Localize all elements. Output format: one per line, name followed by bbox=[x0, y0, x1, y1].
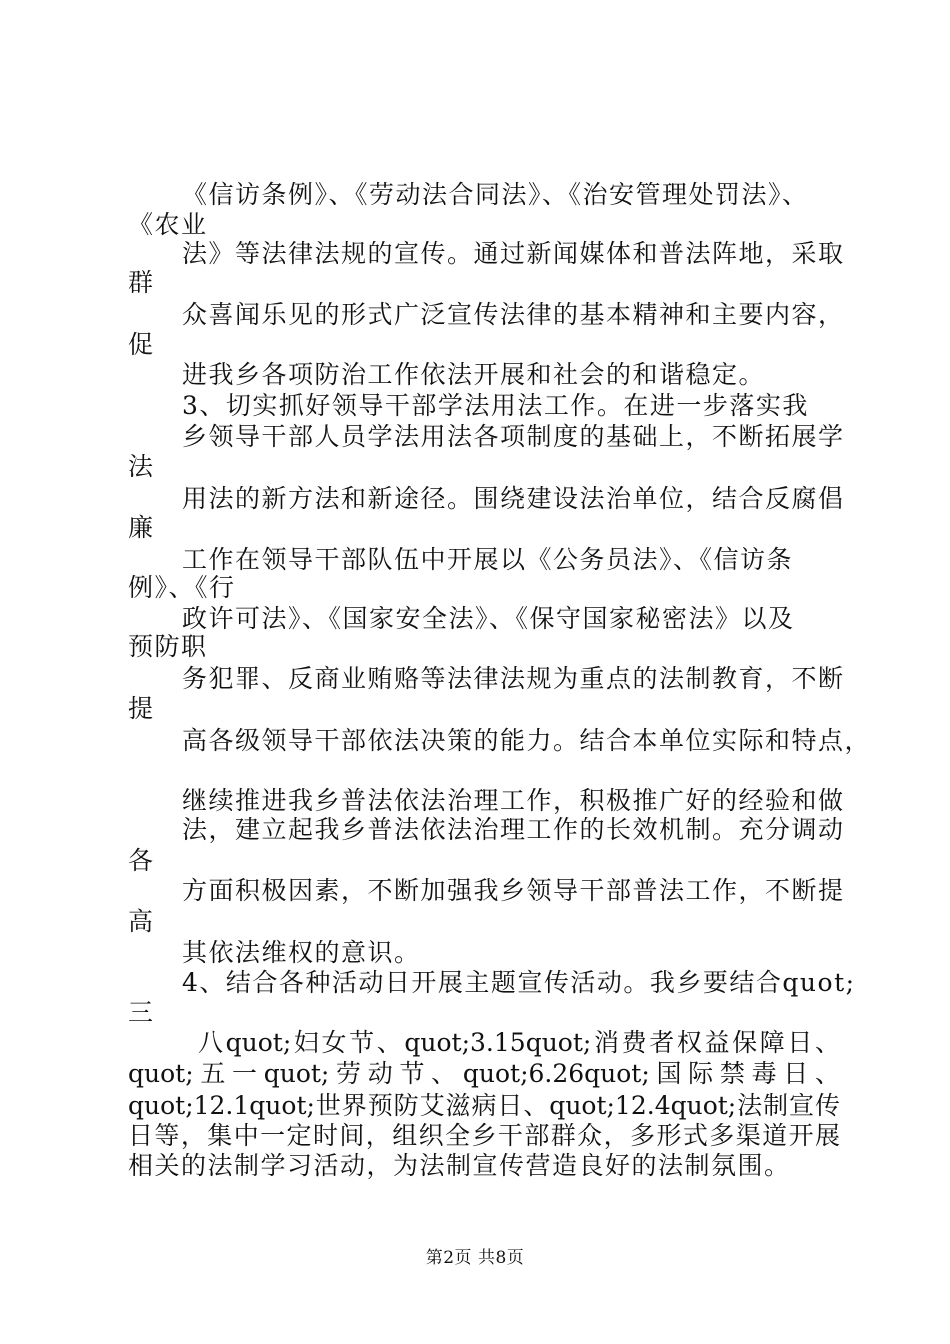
text-line: 八quot;妇女节、quot;3.15quot;消费者权益保障日、 bbox=[198, 1028, 840, 1057]
text-line: quot;五一quot;劳动节、quot;6.26quot;国际禁毒日、 bbox=[128, 1059, 840, 1088]
text-line: 方面积极因素，不断加强我乡领导干部普法工作，不断提 bbox=[182, 876, 845, 905]
text-line: 三 bbox=[128, 998, 155, 1027]
text-line: 用法的新方法和新途径。围绕建设法治单位，结合反腐倡 bbox=[182, 484, 845, 513]
text-line: quot;12.1quot;世界预防艾滋病日、quot;12.4quot;法制宣传 bbox=[128, 1091, 840, 1120]
text-line: 促 bbox=[128, 330, 155, 359]
text-line: 乡领导干部人员学法用法各项制度的基础上，不断拓展学 bbox=[182, 422, 845, 451]
text-line: 进我乡各项防治工作依法开展和社会的和谐稳定。 bbox=[182, 360, 766, 389]
text-line: 《信访条例》、《劳动法合同法》、《治安管理处罚法》、 bbox=[182, 180, 809, 209]
page-number: 第2页 共8页 bbox=[425, 1248, 525, 1268]
text-line: 工作在领导干部队伍中开展以《公务员法》、《信访条 bbox=[182, 545, 794, 574]
text-line: 其依法维权的意识。 bbox=[182, 938, 421, 967]
text-line: 法，建立起我乡普法依法治理工作的长效机制。充分调动 bbox=[182, 815, 845, 844]
text-line: 法 bbox=[128, 452, 155, 481]
text-line: 提 bbox=[128, 694, 155, 723]
text-line: 群 bbox=[128, 268, 155, 297]
text-line: 日等，集中一定时间，组织全乡干部群众，多形式多渠道开展 bbox=[128, 1121, 840, 1150]
text-line: 各 bbox=[128, 846, 155, 875]
text-line: 预防职 bbox=[128, 632, 208, 661]
text-line: 相关的法制学习活动，为法制宣传营造良好的法制氛围。 bbox=[128, 1151, 791, 1180]
text-line: 法》等法律法规的宣传。通过新闻媒体和普法阵地，采取 bbox=[182, 239, 845, 268]
text-line: 务犯罪、反商业贿赂等法律法规为重点的法制教育，不断 bbox=[182, 664, 845, 693]
text-line: 高 bbox=[128, 907, 155, 936]
text-line: 继续推进我乡普法依法治理工作，积极推广好的经验和做 bbox=[182, 786, 845, 815]
text-line: 政许可法》、《国家安全法》、《保守国家秘密法》以及 bbox=[182, 604, 795, 633]
text-line: 《农业 bbox=[128, 210, 208, 239]
text-line: 廉 bbox=[128, 513, 155, 542]
text-line: 众喜闻乐见的形式广泛宣传法律的基本精神和主要内容， bbox=[182, 300, 845, 329]
section-heading: 3、切实抓好领导干部学法用法工作。在进一步落实我 bbox=[182, 391, 809, 420]
text-line: 高各级领导干部依法决策的能力。结合本单位实际和特点， bbox=[182, 726, 872, 755]
section-heading: 4、结合各种活动日开展主题宣传活动。我乡要结合quot; bbox=[182, 968, 856, 997]
text-line: 例》、《行 bbox=[128, 573, 236, 602]
